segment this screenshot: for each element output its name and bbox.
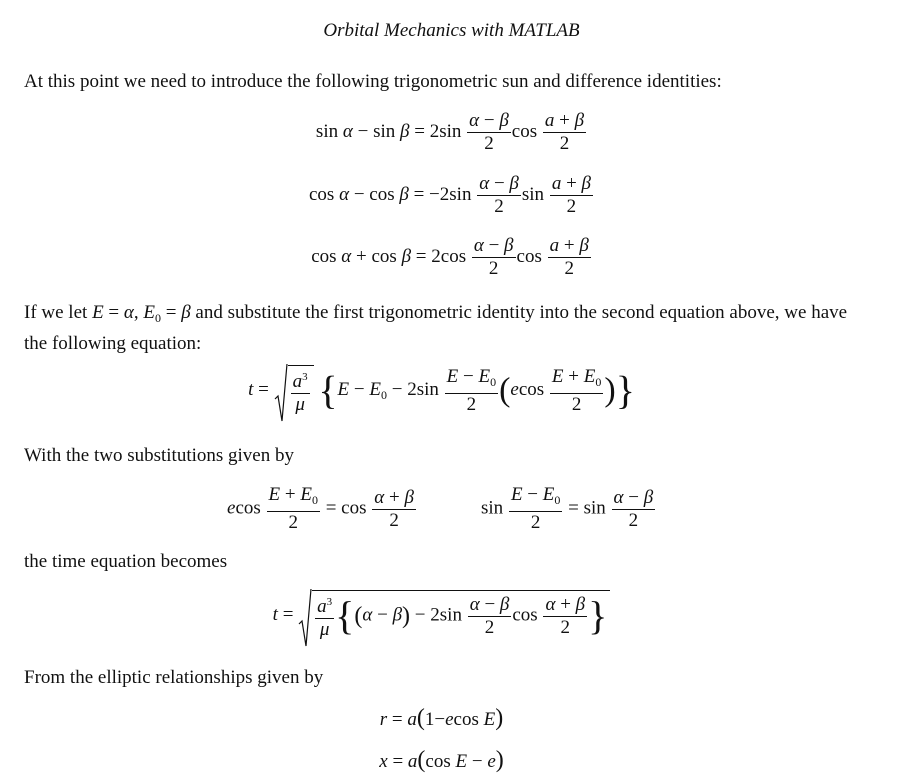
paragraph-substitution: If we let E = α, $E_0 = \beta$ and substitute the first trigonometric identity into the second equation above, we have the following equation: xyxy=(24,302,848,354)
fraction: $\frac{\alpha - \beta}{2}$ xyxy=(613,486,654,531)
radius-equation: r = a(1−ecos E) xyxy=(379,705,504,731)
fraction: $\frac{\alpha - \beta}{2}$ xyxy=(473,235,514,279)
time-equation-2: t = $\frac{a^3}{\mu}$ {(α − β) − 2sin $\frac{\alpha - \beta}{2}$ cos $\frac{\alpha + \beta}{2}$ } xyxy=(0,590,893,641)
time-equation-1: t = $\frac{a^3}{\mu}$ {$E - E_0 - 2\sin$ $\frac{E - E_0}{2}$ (ecos $\frac{E + E_0}{2}$ )} xyxy=(0,365,893,416)
paragraph-intro: At this point we need to introduce the following trigonometric sun and difference identities: xyxy=(24,71,722,92)
square-root: $\frac{a^3}{\mu}$ {(α − β) − 2sin $\frac{\alpha - \beta}{2}$ cos $\frac{\alpha + \beta}{2}$ } xyxy=(298,590,610,641)
fraction: $\frac{\alpha - \beta}{2}$ xyxy=(469,110,509,154)
fraction: $\frac{E + E_0}{2}$ xyxy=(551,365,602,415)
substitution-cos: ecos $\frac{E + E_0}{2}$ = cos $\frac{\alpha + \beta}{2}$ xyxy=(227,484,414,533)
fraction: $\frac{E - E_0}{2}$ xyxy=(510,484,561,533)
fraction: $\frac{E - E_0}{2}$ xyxy=(446,365,497,415)
fraction: $\frac{\alpha + \beta}{2}$ xyxy=(545,593,586,638)
fraction: $\frac{\alpha - \beta}{2}$ xyxy=(469,593,510,638)
fraction: $\frac{a^3}{\mu}$ xyxy=(315,591,334,641)
fraction: $\frac{a^3}{\mu}$ xyxy=(291,366,310,416)
fraction: $\frac{\alpha - \beta}{2}$ xyxy=(479,173,519,217)
paragraph-two-substitutions: With the two substitutions given by xyxy=(24,445,294,466)
square-root xyxy=(274,365,314,416)
fraction: $\frac{a + \beta}{2}$ xyxy=(551,173,591,217)
paragraph-time-equation: the time equation becomes xyxy=(24,551,228,572)
x-equation: x = a(cos E − e) xyxy=(379,747,504,773)
identity-cos-difference: cos α − cos β = −2sin $\frac{\alpha - \beta}{2}$ sin $\frac{a + \beta}{2}$ xyxy=(309,173,591,217)
paragraph-elliptic: From the elliptic relationships given by xyxy=(24,667,324,688)
identity-sin-difference: sin α − sin β = 2sin $\frac{\alpha - \beta}{2}$ cos $\frac{a + \beta}{2}$ xyxy=(315,110,585,154)
fraction: $\frac{a + \beta}{2}$ xyxy=(544,110,585,154)
fraction: $\frac{\alpha + \beta}{2}$ xyxy=(374,486,414,531)
identity-cos-sum: cos α + cos β = 2cos $\frac{\alpha - \beta}{2}$ cos $\frac{a + \beta}{2}$ xyxy=(311,235,589,279)
fraction: $\frac{E + E_0}{2}$ xyxy=(268,484,318,533)
substitution-sin: sin $\frac{E - E_0}{2}$ = sin $\frac{\alpha - \beta}{2}$ xyxy=(481,484,654,533)
page-header: Orbital Mechanics with MATLAB xyxy=(323,20,580,41)
fraction: $\frac{a + \beta}{2}$ xyxy=(549,235,589,279)
